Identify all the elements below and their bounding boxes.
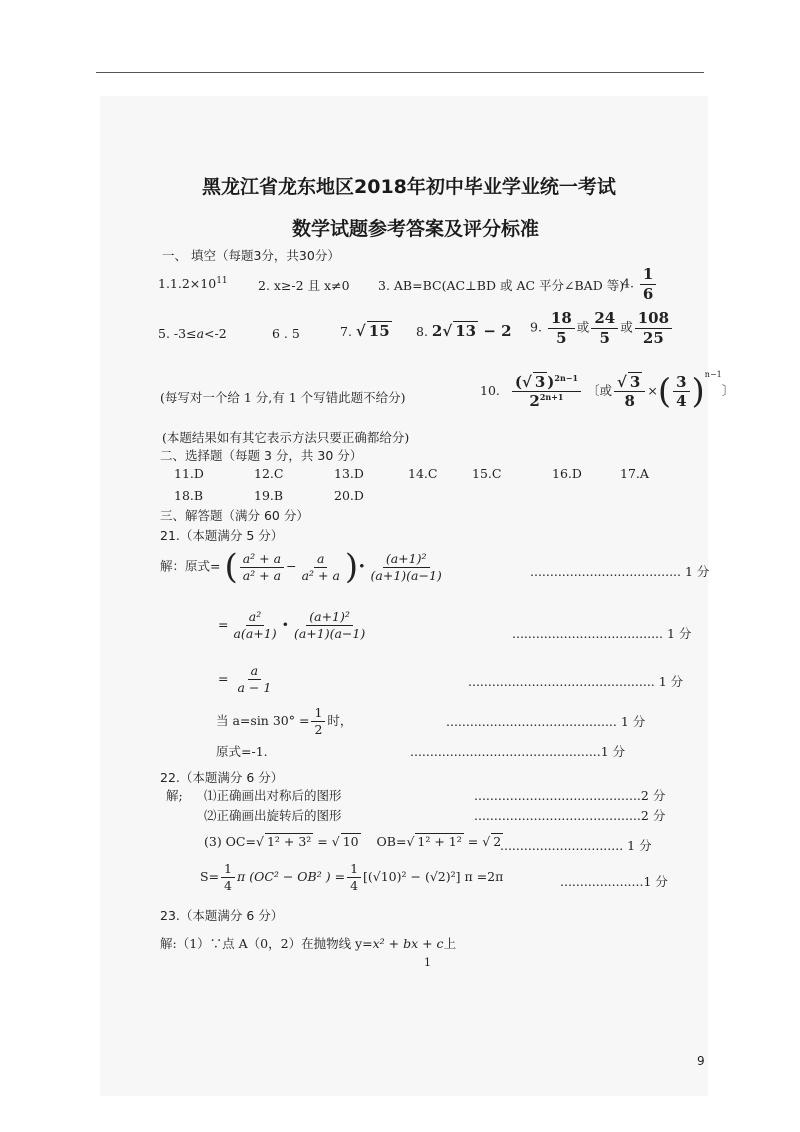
q21-heading: 21.（本题满分 5 分） <box>160 528 284 543</box>
score-q22-4: .....................1 分 <box>560 874 668 889</box>
answer-7: 7. √ 15 <box>340 322 390 340</box>
note-alternative: (本题结果如有其它表示方法只要正确都给分) <box>162 430 410 445</box>
answer-10: 10. $\frac{(√ 3 )^{2n-1}}{2^{2n+1}}$ 〔或 $\frac{√ 3}{8}$ ×( $\frac{3}{4}$ )$^{n-1}$〕 <box>480 370 735 412</box>
choice-answer: 11.D <box>174 466 204 481</box>
choice-answer: 15.C <box>472 466 502 481</box>
top-rule <box>96 72 704 73</box>
answer-8: 8. 2√ 13 − 2 <box>416 322 512 340</box>
section-1-heading: 一、 填空（每题3分，共30分） <box>162 248 340 263</box>
q22-heading: 22.（本题满分 6 分） <box>160 770 284 785</box>
q22-area: S= $\frac{1}{4}$ π (OC² − OB² ) = $\frac{1}{4}$ [(√10)² − (√2)²] π =2π <box>200 861 504 893</box>
q21-line-5: 原式=-1. <box>216 744 268 759</box>
choice-answer: 16.D <box>552 466 582 481</box>
score-q22-1: ..........................................2 分 <box>474 788 666 803</box>
q21-line-3: = $\frac{a}{a - 1}$ <box>218 663 272 695</box>
choice-answer: 18.B <box>174 488 204 503</box>
answer-1: $1.1.2\times 10^{11}$ <box>158 276 228 292</box>
section-2-heading: 二、选择题（每题 3 分，共 30 分） <box>160 448 363 463</box>
q21-line-1: 解：原式= ( $\frac{\text{a² + a}}{\text{a² + a}}$ − $\frac{a}{\text{a² + a}}$ )• $\frac{\text{(a+1)²}}{(a+1)(a-1)}$ <box>160 547 442 587</box>
answer-4: 4. $\frac{1}{6}$ <box>622 266 658 302</box>
choice-answer: 20.D <box>334 488 364 503</box>
inner-page-number: 1 <box>424 956 431 969</box>
choice-answer: 12.C <box>254 466 284 481</box>
choice-answer: 13.D <box>334 466 364 481</box>
score-q21-3: ............................................... 1 分 <box>468 674 684 689</box>
q21-line-4: 当 a=sin 30° = $\frac{1}{2}$ 时， <box>216 705 353 737</box>
q22-part-2: ⑵正确画出旋转后的图形 <box>204 808 342 823</box>
page-number: 9 <box>697 1054 705 1068</box>
q22-part-3: (3) OC=√ 1² + 3² = √ 10 OB=√ 1² + 1² = √ 2 <box>204 834 502 849</box>
q22-part-1: ⑴正确画出对称后的图形 <box>204 788 342 803</box>
score-q22-3: ............................... 1 分 <box>500 838 652 853</box>
q23-heading: 23.（本题满分 6 分） <box>160 908 284 923</box>
title-line-1: 黑龙江省龙东地区2018年初中毕业学业统一考试 <box>202 176 616 198</box>
score-q22-2: ..........................................2 分 <box>474 808 666 823</box>
section-3-heading: 三、解答题（满分 60 分） <box>160 508 309 523</box>
title-line-2: 数学试题参考答案及评分标准 <box>292 218 540 240</box>
q21-line-2: = $\frac{\text{a²}}{a(a+1)}$ • $\frac{\text{(a+1)²}}{(a+1)(a-1)}$ <box>218 609 366 641</box>
score-q21-2: ...................................... 1 分 <box>512 626 692 641</box>
answer-3: 3. AB=BC(AC⊥BD 或 AC 平分∠BAD 等) <box>378 278 625 293</box>
score-q21-4: ........................................... 1 分 <box>446 714 646 729</box>
score-q21-1: ...................................... 1 分 <box>530 564 710 579</box>
q23-line-1: 解:（1）∵点 A（0，2）在抛物线 y=x² + bx + c上 <box>160 936 457 951</box>
note-scoring: (每写对一个给 1 分,有 1 个写错此题不给分) <box>160 390 406 405</box>
answer-9: 9. $\frac{18}{5}$ 或 $\frac{24}{5}$ 或 $\frac{108}{25}$ <box>530 310 674 346</box>
choice-answer: 17.A <box>620 466 649 481</box>
choice-answer: 14.C <box>408 466 438 481</box>
answer-2: 2. x≥-2 且 x≠0 <box>258 278 350 293</box>
score-q21-5: ................................................1 分 <box>410 744 626 759</box>
choice-answer: 19.B <box>254 488 284 503</box>
answer-5: 5. -3≤a<-2 <box>158 326 227 341</box>
answer-6: 6 . 5 <box>272 326 300 341</box>
q22-solution-label: 解; <box>166 788 183 803</box>
